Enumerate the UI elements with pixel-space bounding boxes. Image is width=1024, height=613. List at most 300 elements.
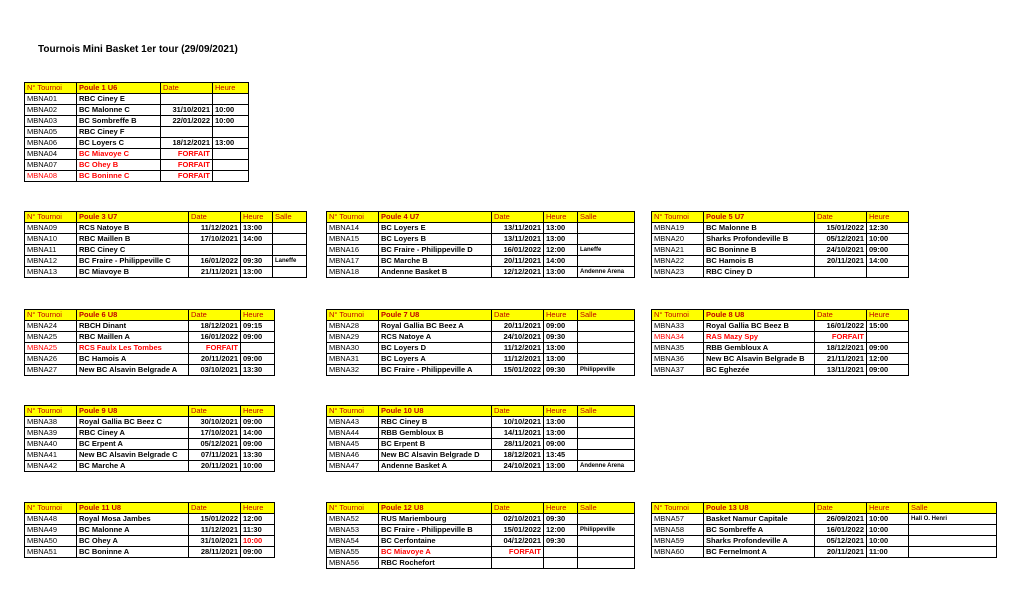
cell-date: 20/11/2021 [815,547,867,558]
cell-code: MBNA45 [327,439,379,450]
cell-time: 09:00 [241,439,275,450]
header-cell-date: Date [815,503,867,514]
cell-time: 13:00 [544,234,578,245]
cell-code: MBNA59 [652,536,704,547]
cell-team: BC Miavoye A [379,547,492,558]
cell-time [213,94,249,105]
cell-code: MBNA05 [25,127,77,138]
cell-date: 17/10/2021 [189,428,241,439]
cell-code: MBNA51 [25,547,77,558]
cell-salle [578,547,635,558]
cell-date: 16/01/2022 [815,525,867,536]
cell-date [492,558,544,569]
table-row [25,428,275,439]
header-cell-time: Heure [241,406,275,417]
cell-code: MBNA19 [652,223,704,234]
cell-date: 05/12/2021 [189,439,241,450]
table-header-row [652,503,997,514]
cell-team: BC Fraire - Philippeville B [379,525,492,536]
cell-code: MBNA16 [327,245,379,256]
cell-team: RBC Maillen B [77,234,189,245]
cell-team: BC Fraire - Philippeville D [379,245,492,256]
cell-time: 12:00 [867,354,909,365]
header-cell-code: N° Tournoi [327,406,379,417]
header-cell-team: Poule 7 U8 [379,310,492,321]
cell-date: 11/12/2021 [189,525,241,536]
cell-team: RBB Gembloux A [704,343,815,354]
cell-time: 09:30 [544,332,578,343]
cell-salle [578,536,635,547]
poule-9-table [24,405,275,472]
table-row [327,321,635,332]
cell-date: FORFAIT [815,332,867,343]
cell-time: 13:00 [544,343,578,354]
poule-3-table [24,211,307,278]
cell-team: BC Eghezée [704,365,815,376]
table-row [652,547,997,558]
cell-team: RBC Ciney A [77,428,189,439]
header-cell-team: Poule 11 U8 [77,503,189,514]
cell-date: FORFAIT [161,149,213,160]
cell-team: BC Ohey A [77,536,189,547]
table-row [652,267,909,278]
header-cell-time: Heure [213,83,249,94]
cell-code: MBNA32 [327,365,379,376]
cell-date: 07/11/2021 [189,450,241,461]
table-row [25,547,275,558]
cell-code: MBNA23 [652,267,704,278]
table-row [25,321,275,332]
cell-date: 20/11/2021 [815,256,867,267]
header-cell-date: Date [189,212,241,223]
cell-salle [273,267,307,278]
cell-team: RBC Ciney D [704,267,815,278]
cell-team: BC Erpent A [77,439,189,450]
cell-team: New BC Alsavin Belgrade A [77,365,189,376]
cell-date: 31/10/2021 [189,536,241,547]
cell-date: 17/10/2021 [189,234,241,245]
header-cell-date: Date [492,406,544,417]
table-row [327,558,635,569]
table-row [652,365,909,376]
cell-team: RCS Natoye A [379,332,492,343]
header-cell-code: N° Tournoi [327,212,379,223]
poule-8-table [651,309,909,376]
cell-code: MBNA55 [327,547,379,558]
cell-salle: Laneffe [578,245,635,256]
cell-time: 13:00 [544,223,578,234]
cell-salle [578,439,635,450]
header-cell-team: Poule 5 U7 [704,212,815,223]
cell-time [213,149,249,160]
cell-time: 09:00 [241,547,275,558]
table-row [25,234,307,245]
cell-salle [578,417,635,428]
cell-time: 09:00 [867,245,909,256]
cell-time: 09:00 [241,332,275,343]
cell-team: BC Malonne B [704,223,815,234]
cell-time: 10:00 [213,105,249,116]
cell-time: 10:00 [241,461,275,472]
cell-code: MBNA27 [25,365,77,376]
cell-team: BC Marche A [77,461,189,472]
header-cell-time: Heure [867,503,909,514]
header-cell-date: Date [815,212,867,223]
table-header-row [25,503,275,514]
table-header-row [652,212,909,223]
cell-code: MBNA33 [652,321,704,332]
table-row [25,223,307,234]
cell-team: New BC Alsavin Belgrade B [704,354,815,365]
cell-date: 21/11/2021 [815,354,867,365]
cell-time: 11:00 [867,547,909,558]
table-row [25,256,307,267]
cell-time [213,127,249,138]
poule-7-table [326,309,635,376]
header-cell-date: Date [815,310,867,321]
cell-code: MBNA30 [327,343,379,354]
table-row [327,234,635,245]
cell-code: MBNA35 [652,343,704,354]
table-row [25,343,275,354]
header-cell-date: Date [161,83,213,94]
table-header-row [327,212,635,223]
cell-salle [273,245,307,256]
header-cell-time: Heure [241,212,273,223]
table-row [25,450,275,461]
cell-date: 13/11/2021 [492,223,544,234]
cell-team: BC Boninne C [77,171,161,182]
cell-time: 09:00 [544,321,578,332]
table-row [327,536,635,547]
cell-date: 18/12/2021 [492,450,544,461]
cell-code: MBNA01 [25,94,77,105]
table-row [327,223,635,234]
header-cell-time: Heure [544,212,578,223]
header-cell-time: Heure [544,503,578,514]
cell-team: BC Cerfontaine [379,536,492,547]
cell-team: BC Marche B [379,256,492,267]
table-row [25,332,275,343]
cell-team: BC Ohey B [77,160,161,171]
cell-code: MBNA60 [652,547,704,558]
cell-date: 15/01/2022 [492,525,544,536]
cell-code: MBNA25 [25,332,77,343]
header-cell-time: Heure [241,310,275,321]
table-row [25,171,249,182]
cell-date [815,267,867,278]
cell-team: BC Miavoye B [77,267,189,278]
table-header-row [327,406,635,417]
cell-time: 14:00 [867,256,909,267]
cell-code: MBNA03 [25,116,77,127]
cell-salle: Laneffe [273,256,307,267]
table-row [25,439,275,450]
cell-date: 18/12/2021 [815,343,867,354]
cell-date: FORFAIT [189,343,241,354]
cell-time: 09:30 [544,514,578,525]
table-row [25,138,249,149]
cell-time: 09:00 [544,439,578,450]
table-row [652,343,909,354]
header-cell-salle: Salle [578,503,635,514]
cell-time [867,267,909,278]
cell-date: 31/10/2021 [161,105,213,116]
cell-date: 15/01/2022 [492,365,544,376]
cell-date: 26/09/2021 [815,514,867,525]
cell-team: BC Loyers E [379,223,492,234]
cell-team: RBC Rochefort [379,558,492,569]
header-cell-time: Heure [867,212,909,223]
cell-salle [578,343,635,354]
poule-12-table [326,502,635,569]
poule-5-table [651,211,909,278]
table-row [652,321,909,332]
table-header-row [25,212,307,223]
table-row [25,365,275,376]
header-cell-team: Poule 8 U8 [704,310,815,321]
cell-date: 28/11/2021 [189,547,241,558]
table-header-row [327,503,635,514]
header-cell-team: Poule 12 U8 [379,503,492,514]
cell-code: MBNA28 [327,321,379,332]
cell-time: 10:00 [867,536,909,547]
header-cell-date: Date [492,503,544,514]
cell-code: MBNA29 [327,332,379,343]
cell-team: RCS Natoye B [77,223,189,234]
table-row [327,514,635,525]
cell-code: MBNA14 [327,223,379,234]
cell-time: 14:00 [544,256,578,267]
table-row [25,245,307,256]
cell-code: MBNA15 [327,234,379,245]
table-header-row [25,83,249,94]
cell-code: MBNA22 [652,256,704,267]
cell-team: BC Miavoye C [77,149,161,160]
cell-time: 13:00 [544,354,578,365]
cell-time [544,547,578,558]
cell-date: 16/01/2022 [815,321,867,332]
cell-time: 10:00 [241,536,275,547]
cell-time: 13:00 [544,461,578,472]
cell-salle [273,223,307,234]
cell-time: 10:00 [213,116,249,127]
table-row [327,461,635,472]
cell-time: 12:30 [867,223,909,234]
table-row [25,94,249,105]
cell-time: 09:00 [241,354,275,365]
cell-code: MBNA26 [25,354,77,365]
cell-time: 09:30 [544,365,578,376]
poule-13-table [651,502,997,558]
cell-date: 24/10/2021 [492,332,544,343]
cell-date: 11/12/2021 [492,343,544,354]
table-header-row [25,406,275,417]
table-row [652,354,909,365]
cell-team: BC Hamois A [77,354,189,365]
cell-code: MBNA09 [25,223,77,234]
table-row [327,332,635,343]
cell-date: 12/12/2021 [492,267,544,278]
table-row [327,267,635,278]
cell-code: MBNA18 [327,267,379,278]
cell-team: Royal Gallia BC Beez B [704,321,815,332]
cell-time: 09:00 [241,417,275,428]
cell-time: 13:00 [241,223,273,234]
cell-code: MBNA38 [25,417,77,428]
cell-code: MBNA56 [327,558,379,569]
cell-team: BC Fraire - Philippeville A [379,365,492,376]
header-cell-team: Poule 10 U8 [379,406,492,417]
cell-time: 13:00 [213,138,249,149]
cell-code: MBNA21 [652,245,704,256]
cell-time: 11:30 [241,525,275,536]
table-row [25,536,275,547]
cell-team: New BC Alsavin Belgrade C [77,450,189,461]
cell-code: MBNA47 [327,461,379,472]
cell-date: 24/10/2021 [492,461,544,472]
cell-date: 05/12/2021 [815,536,867,547]
header-cell-salle: Salle [578,310,635,321]
cell-code: MBNA58 [652,525,704,536]
cell-team: Sharks Profondeville B [704,234,815,245]
cell-salle: Philippeville [578,365,635,376]
table-row [652,332,909,343]
table-row [327,439,635,450]
cell-time: 13:30 [241,450,275,461]
table-row [652,256,909,267]
cell-code: MBNA37 [652,365,704,376]
cell-time: 12:00 [544,245,578,256]
cell-team: Royal Gallia BC Beez C [77,417,189,428]
cell-salle [578,514,635,525]
header-cell-date: Date [189,503,241,514]
poule-6-table [24,309,275,376]
cell-date: 22/01/2022 [161,116,213,127]
cell-code: MBNA17 [327,256,379,267]
cell-team: RBCH Dinant [77,321,189,332]
poule-10-table [326,405,635,472]
table-row [327,450,635,461]
table-header-row [327,310,635,321]
cell-team: RAS Mazy Spy [704,332,815,343]
cell-team: RBC Ciney B [379,417,492,428]
table-header-row [652,310,909,321]
cell-salle [578,332,635,343]
cell-time: 13:00 [544,428,578,439]
cell-time: 14:00 [241,234,273,245]
cell-salle [578,321,635,332]
cell-time: 13:00 [544,267,578,278]
cell-salle [578,234,635,245]
cell-salle [909,536,997,547]
cell-code: MBNA57 [652,514,704,525]
header-cell-team: Poule 4 U7 [379,212,492,223]
cell-time [241,245,273,256]
header-cell-date: Date [189,406,241,417]
table-row [25,160,249,171]
cell-date: 21/11/2021 [189,267,241,278]
cell-code: MBNA54 [327,536,379,547]
cell-time: 12:00 [241,514,275,525]
header-cell-date: Date [189,310,241,321]
poule-1-table [24,82,249,182]
cell-code: MBNA20 [652,234,704,245]
cell-team: RBC Ciney C [77,245,189,256]
header-cell-team: Poule 6 U8 [77,310,189,321]
cell-date: 13/11/2021 [492,234,544,245]
cell-date: 15/01/2022 [189,514,241,525]
table-row [652,245,909,256]
header-cell-date: Date [492,310,544,321]
cell-team: Basket Namur Capitale [704,514,815,525]
cell-code: MBNA48 [25,514,77,525]
header-cell-date: Date [492,212,544,223]
cell-date: FORFAIT [161,171,213,182]
cell-team: Andenne Basket B [379,267,492,278]
cell-time: 10:00 [867,234,909,245]
cell-date: 10/10/2021 [492,417,544,428]
header-cell-code: N° Tournoi [652,503,704,514]
cell-time [213,160,249,171]
cell-time: 09:00 [867,365,909,376]
cell-date: 11/12/2021 [492,354,544,365]
cell-date: 05/12/2021 [815,234,867,245]
cell-code: MBNA43 [327,417,379,428]
cell-code: MBNA06 [25,138,77,149]
table-row [25,105,249,116]
cell-salle: Andenne Arena [578,461,635,472]
cell-salle [578,558,635,569]
cell-code: MBNA53 [327,525,379,536]
cell-code: MBNA52 [327,514,379,525]
table-row [652,223,909,234]
cell-date: 30/10/2021 [189,417,241,428]
cell-team: RCS Faulx Les Tombes [77,343,189,354]
cell-time: 09:30 [544,536,578,547]
cell-team: BC Loyers A [379,354,492,365]
cell-team: RUS Mariembourg [379,514,492,525]
header-cell-time: Heure [241,503,275,514]
cell-team: RBC Ciney F [77,127,161,138]
cell-team: BC Fernelmont A [704,547,815,558]
cell-code: MBNA50 [25,536,77,547]
cell-team: RBC Maillen A [77,332,189,343]
cell-date: 16/01/2022 [189,256,241,267]
table-row [327,256,635,267]
cell-code: MBNA44 [327,428,379,439]
cell-team: BC Malonne C [77,105,161,116]
cell-time: 15:00 [867,321,909,332]
cell-date: 24/10/2021 [815,245,867,256]
header-cell-code: N° Tournoi [25,406,77,417]
table-row [25,149,249,160]
cell-time [867,332,909,343]
cell-time [544,558,578,569]
cell-salle [578,428,635,439]
table-header-row [25,310,275,321]
cell-date: 20/11/2021 [189,354,241,365]
cell-team: BC Loyers C [77,138,161,149]
header-cell-time: Heure [867,310,909,321]
cell-time: 13:45 [544,450,578,461]
cell-team: BC Loyers D [379,343,492,354]
table-row [25,417,275,428]
cell-date: 28/11/2021 [492,439,544,450]
cell-time: 12:00 [544,525,578,536]
cell-date: FORFAIT [492,547,544,558]
cell-salle [578,256,635,267]
